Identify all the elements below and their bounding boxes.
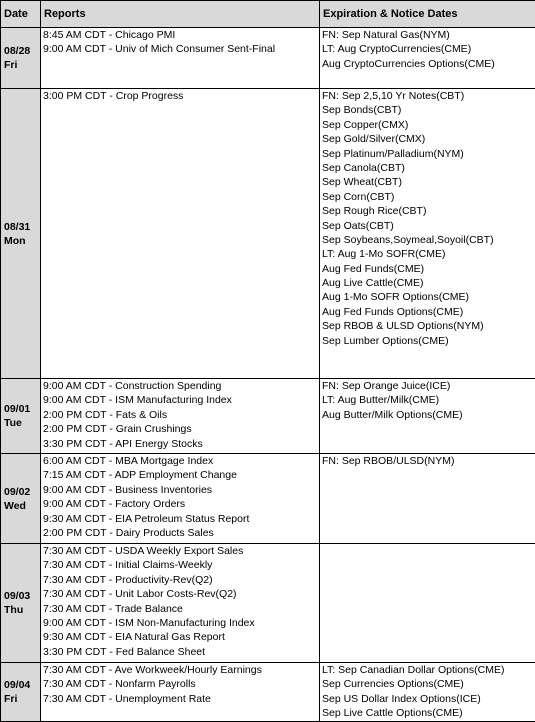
expiration-item: Sep Canola(CBT) (322, 161, 535, 175)
report-item: 9:30 AM CDT - EIA Petroleum Status Report (43, 512, 319, 526)
expiration-item: Sep Wheat(CBT) (322, 175, 535, 189)
report-item: 9:00 AM CDT - ISM Manufacturing Index (43, 393, 319, 407)
expiration-item: Sep US Dollar Index Options(ICE) (322, 692, 535, 706)
table-row (1, 454, 535, 544)
report-item: 7:15 AM CDT - ADP Employment Change (43, 468, 319, 482)
report-item: 2:00 PM CDT - Fats & Oils (43, 408, 319, 422)
table-row (1, 28, 535, 89)
expiration-item: Sep Currencies Options(CME) (322, 677, 535, 691)
report-item: 9:00 AM CDT - ISM Non-Manufacturing Index (43, 616, 319, 630)
report-item: 6:00 AM CDT - MBA Mortgage Index (43, 454, 319, 468)
expiration-item: LT: Aug Butter/Milk(CME) (322, 393, 535, 407)
expirations-cell (320, 544, 535, 663)
header-reports: Reports (41, 1, 320, 28)
report-item: 9:30 AM CDT - EIA Natural Gas Report (43, 630, 319, 644)
expiration-item: Sep Bonds(CBT) (322, 103, 535, 117)
expirations-cell (320, 454, 535, 544)
expiration-item: FN: Sep Natural Gas(NYM) (322, 28, 535, 42)
expiration-item: LT: Aug 1-Mo SOFR(CME) (322, 247, 535, 261)
date-value: 08/31 (4, 220, 40, 234)
report-item: 7:30 AM CDT - Unemployment Rate (43, 692, 319, 706)
expiration-item: Aug 1-Mo SOFR Options(CME) (322, 290, 535, 304)
header-date: Date (1, 1, 41, 28)
reports-cell (41, 379, 320, 454)
header-expiration: Expiration & Notice Dates (320, 1, 535, 28)
day-value: Wed (4, 499, 40, 513)
expiration-item: Sep Live Cattle Options(CME) (322, 706, 535, 720)
expiration-item: LT: Sep Canadian Dollar Options(CME) (322, 663, 535, 677)
report-item: 7:30 AM CDT - Productivity-Rev(Q2) (43, 573, 319, 587)
expiration-item: Sep Corn(CBT) (322, 190, 535, 204)
report-item: 9:00 AM CDT - Construction Spending (43, 379, 319, 393)
calendar-body (1, 28, 535, 722)
day-value: Fri (4, 58, 40, 72)
day-value: Thu (4, 603, 40, 617)
expiration-item: Sep Platinum/Palladium(NYM) (322, 147, 535, 161)
expiration-item: Aug Fed Funds(CME) (322, 262, 535, 276)
report-item: 9:00 AM CDT - Business Inventories (43, 483, 319, 497)
reports-cell (41, 28, 320, 89)
date-value: 09/03 (4, 589, 40, 603)
report-item: 8:45 AM CDT - Chicago PMI (43, 28, 319, 42)
table-row (1, 379, 535, 454)
expiration-item: Sep Lumber Options(CME) (322, 334, 535, 348)
date-value: 08/28 (4, 44, 40, 58)
report-item: 7:30 AM CDT - Initial Claims-Weekly (43, 558, 319, 572)
expiration-item: FN: Sep RBOB/ULSD(NYM) (322, 454, 535, 468)
expiration-item: FN: Sep 2,5,10 Yr Notes(CBT) (322, 89, 535, 103)
date-cell (1, 379, 41, 454)
reports-cell (41, 544, 320, 663)
report-item: 3:00 PM CDT - Crop Progress (43, 89, 319, 103)
expiration-item: Sep Copper(CMX) (322, 118, 535, 132)
expirations-cell (320, 663, 535, 722)
report-item: 9:00 AM CDT - Factory Orders (43, 497, 319, 511)
expiration-item: Aug CryptoCurrencies Options(CME) (322, 57, 535, 71)
reports-cell (41, 89, 320, 379)
expiration-item: Sep Gold/Silver(CMX) (322, 132, 535, 146)
date-value: 09/04 (4, 678, 40, 692)
table-row (1, 663, 535, 722)
expiration-item: Sep Oats(CBT) (322, 219, 535, 233)
expirations-cell (320, 89, 535, 379)
day-value: Tue (4, 416, 40, 430)
expiration-item: FN: Sep Orange Juice(ICE) (322, 379, 535, 393)
expiration-item: Sep RBOB & ULSD Options(NYM) (322, 319, 535, 333)
expiration-item: Sep Rough Rice(CBT) (322, 204, 535, 218)
expiration-item: LT: Aug CryptoCurrencies(CME) (322, 42, 535, 56)
report-item: 3:30 PM CDT - Fed Balance Sheet (43, 645, 319, 659)
report-item: 7:30 AM CDT - Unit Labor Costs-Rev(Q2) (43, 587, 319, 601)
date-value: 09/02 (4, 485, 40, 499)
date-cell (1, 28, 41, 89)
expiration-item: Aug Butter/Milk Options(CME) (322, 408, 535, 422)
header-row (1, 1, 535, 28)
date-value: 09/01 (4, 402, 40, 416)
report-item: 7:30 AM CDT - Nonfarm Payrolls (43, 677, 319, 691)
report-item: 3:30 PM CDT - API Energy Stocks (43, 437, 319, 451)
report-item: 9:00 AM CDT - Univ of Mich Consumer Sent-Final (43, 42, 319, 56)
date-cell (1, 663, 41, 722)
reports-cell (41, 454, 320, 544)
report-item: 7:30 AM CDT - Trade Balance (43, 602, 319, 616)
table-row (1, 89, 535, 379)
expiration-item: Aug Fed Funds Options(CME) (322, 305, 535, 319)
expiration-item: Sep Soybeans,Soymeal,Soyoil(CBT) (322, 233, 535, 247)
reports-cell (41, 663, 320, 722)
report-item: 7:30 AM CDT - Ave Workweek/Hourly Earnings (43, 663, 319, 677)
expiration-item: Aug Live Cattle(CME) (322, 276, 535, 290)
report-item: 2:00 PM CDT - Dairy Products Sales (43, 526, 319, 540)
table-row (1, 544, 535, 663)
report-item: 2:00 PM CDT - Grain Crushings (43, 422, 319, 436)
expirations-cell (320, 379, 535, 454)
day-value: Mon (4, 234, 40, 248)
date-cell (1, 544, 41, 663)
day-value: Fri (4, 692, 40, 706)
expirations-cell (320, 28, 535, 89)
date-cell (1, 454, 41, 544)
report-item: 7:30 AM CDT - USDA Weekly Export Sales (43, 544, 319, 558)
date-cell (1, 89, 41, 379)
